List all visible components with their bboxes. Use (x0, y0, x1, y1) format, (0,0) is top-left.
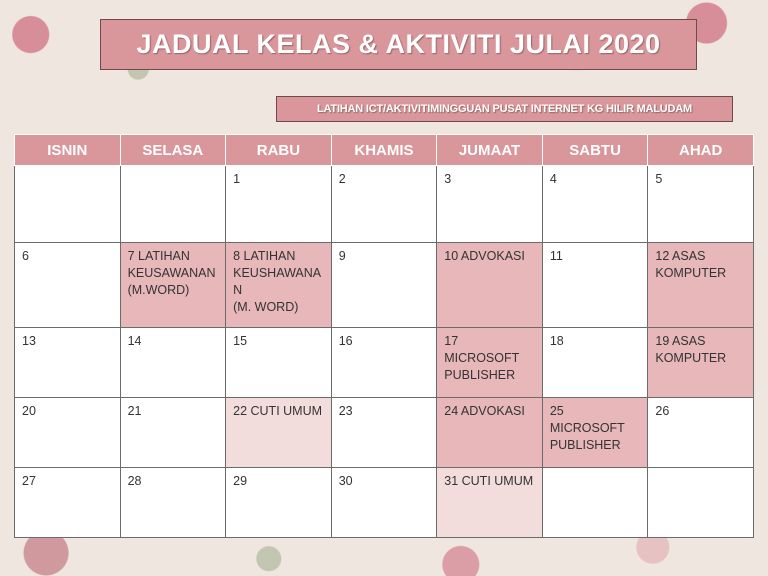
week-row (15, 398, 754, 468)
event-cell (437, 468, 543, 538)
day-label: 3 (444, 172, 452, 186)
day-label: 15 (233, 334, 248, 348)
event-label: 31 CUTI UMUM (444, 474, 534, 488)
day-cell (331, 243, 437, 328)
day-cell (226, 328, 332, 398)
week-row (15, 328, 754, 398)
event-cell (120, 243, 226, 328)
day-cell (15, 468, 121, 538)
day-label: 23 (338, 404, 353, 418)
title-banner (100, 19, 697, 70)
week-row (15, 468, 754, 538)
day-label: 14 (127, 334, 142, 348)
day-label: 27 (22, 474, 36, 488)
day-cell (542, 243, 648, 328)
weekday-header-row (15, 135, 754, 166)
event-cell (437, 243, 543, 328)
weekday-header: AHAD (648, 135, 754, 166)
event-cell (648, 243, 754, 328)
event-cell (648, 328, 754, 398)
event-label: 19 ASAS KOMPUTER (655, 334, 727, 365)
event-label: 12 ASAS KOMPUTER (655, 249, 727, 280)
day-cell (648, 468, 754, 538)
day-label: 21 (127, 404, 142, 418)
day-cell (120, 166, 226, 243)
day-label: 9 (338, 249, 346, 263)
weekday-header: KHAMIS (331, 135, 437, 166)
day-label: 4 (549, 172, 557, 186)
day-cell (15, 166, 121, 243)
day-label: 20 (22, 404, 36, 418)
subtitle-banner (276, 96, 733, 122)
day-cell (331, 328, 437, 398)
day-label: 26 (655, 404, 670, 418)
day-cell (542, 328, 648, 398)
day-cell (542, 166, 648, 243)
week-row (15, 243, 754, 328)
day-cell (648, 398, 754, 468)
day-cell (15, 398, 121, 468)
event-label: 22 CUTI UMUM (233, 404, 323, 418)
page-title: JADUAL KELAS & AKTIVITI JULAI 2020 (136, 29, 661, 59)
day-cell (331, 468, 437, 538)
page-subtitle: LATIHAN ICT/AKTIVITIMINGGUAN PUSAT INTERNET KG HILIR MALUDAM (316, 103, 692, 115)
event-label: 8 LATIHAN KEUSHAWANAN (M. WORD) (233, 249, 322, 314)
day-label: 1 (233, 172, 241, 186)
day-cell (437, 166, 543, 243)
calendar-table (14, 134, 754, 538)
day-label: 13 (22, 334, 36, 348)
day-label: 16 (338, 334, 353, 348)
day-label: 18 (549, 334, 564, 348)
weekday-header: SELASA (120, 135, 226, 166)
day-cell (15, 328, 121, 398)
day-cell (120, 398, 226, 468)
event-cell (226, 243, 332, 328)
day-label: 11 (549, 249, 563, 263)
weekday-header: RABU (226, 135, 332, 166)
day-cell (331, 166, 437, 243)
week-row (15, 166, 754, 243)
day-label: 6 (22, 249, 29, 263)
event-cell (226, 398, 332, 468)
day-cell (120, 468, 226, 538)
day-cell (226, 468, 332, 538)
day-label: 30 (338, 474, 353, 488)
day-label: 5 (655, 172, 663, 186)
weekday-header: ISNIN (15, 135, 121, 166)
day-label: 2 (338, 172, 346, 186)
event-cell (437, 398, 543, 468)
day-cell (226, 166, 332, 243)
day-label: 28 (127, 474, 142, 488)
event-label: 10 ADVOKASI (444, 249, 525, 263)
event-label: 24 ADVOKASI (444, 404, 525, 418)
event-label: 25 MICROSOFT PUBLISHER (549, 404, 625, 452)
weekday-header: SABTU (542, 135, 648, 166)
event-label: 17 MICROSOFT PUBLISHER (444, 334, 520, 382)
day-cell (331, 398, 437, 468)
day-cell (648, 166, 754, 243)
weekday-header: JUMAAT (437, 135, 543, 166)
day-cell (15, 243, 121, 328)
day-cell (120, 328, 226, 398)
day-label: 29 (233, 474, 248, 488)
event-cell (437, 328, 543, 398)
event-label: 7 LATIHAN KEUSAWANAN (M.WORD) (127, 249, 216, 297)
event-cell (542, 398, 648, 468)
day-cell (542, 468, 648, 538)
